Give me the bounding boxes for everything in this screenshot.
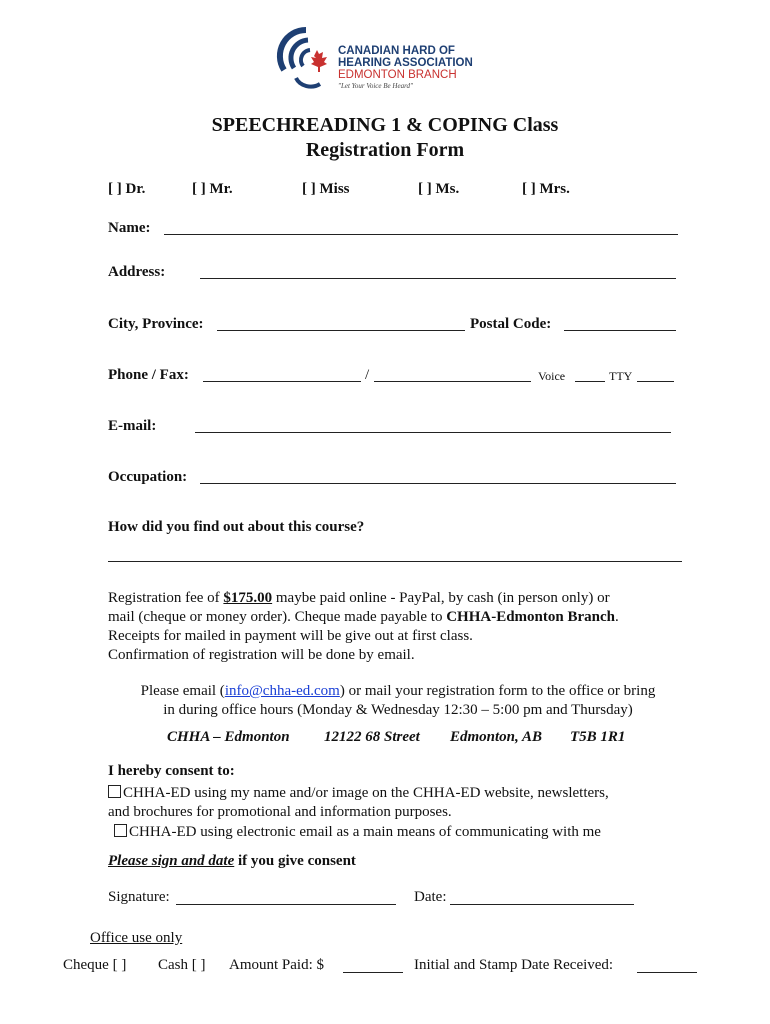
phone-field[interactable] bbox=[203, 381, 361, 382]
logo-line1: CANADIAN HARD OF bbox=[338, 45, 455, 57]
signature-label: Signature: bbox=[108, 889, 170, 905]
cheque-checkbox[interactable]: Cheque [ ] bbox=[63, 957, 127, 973]
fee-line-1: Registration fee of $175.00 maybe paid online - PayPal, by cash (in person only) or bbox=[108, 590, 610, 606]
amount-paid-label: Amount Paid: $ bbox=[229, 957, 325, 973]
name-label: Name: bbox=[108, 220, 151, 236]
salutation-mr[interactable]: [ ] Mr. bbox=[192, 181, 233, 197]
logo-line3: EDMONTON BRANCH bbox=[338, 69, 457, 81]
cash-checkbox[interactable]: Cash [ ] bbox=[158, 957, 206, 973]
voice-label: Voice bbox=[538, 369, 566, 383]
tty-field[interactable] bbox=[637, 381, 674, 382]
city-province-field[interactable] bbox=[217, 330, 465, 331]
salutation-dr[interactable]: [ ] Dr. bbox=[108, 181, 146, 197]
phone-fax-separator: / bbox=[365, 367, 370, 383]
address-field[interactable] bbox=[200, 278, 676, 279]
date-field[interactable] bbox=[450, 904, 634, 905]
fee-line-4: Confirmation of registration will be done by email. bbox=[108, 647, 415, 663]
address-org: CHHA – Edmonton bbox=[167, 729, 290, 745]
hearing-logo-icon bbox=[276, 26, 338, 92]
stamp-date-field[interactable] bbox=[637, 972, 697, 973]
form-title: SPEECHREADING 1 & COPING Class bbox=[211, 114, 559, 136]
sign-prompt: Please sign and date if you give consent bbox=[108, 853, 356, 869]
logo-tagline: "Let Your Voice Be Heard" bbox=[338, 82, 413, 90]
address-city: Edmonton, AB bbox=[450, 729, 542, 745]
fee-line-3: Receipts for mailed in payment will be give out at first class. bbox=[108, 628, 473, 644]
consent-checkbox-2[interactable] bbox=[114, 824, 127, 837]
name-field[interactable] bbox=[164, 234, 678, 235]
fee-line-2: mail (cheque or money order). Cheque made payable to CHHA-Edmonton Branch. bbox=[108, 609, 619, 625]
form-subtitle: Registration Form bbox=[305, 139, 465, 161]
city-province-label: City, Province: bbox=[108, 316, 204, 332]
address-postal: T5B 1R1 bbox=[570, 729, 626, 745]
fax-field[interactable] bbox=[374, 381, 531, 382]
consent-item-1: CHHA-ED using my name and/or image on the CHHA-ED website, newsletters, bbox=[108, 784, 609, 803]
logo-line2: HEARING ASSOCIATION bbox=[338, 57, 473, 69]
date-label: Date: bbox=[414, 889, 447, 905]
email-label: E-mail: bbox=[108, 418, 157, 434]
salutation-miss[interactable]: [ ] Miss bbox=[302, 181, 350, 197]
occupation-label: Occupation: bbox=[108, 469, 188, 485]
phone-fax-label: Phone / Fax: bbox=[108, 367, 189, 383]
occupation-field[interactable] bbox=[200, 483, 676, 484]
address-label: Address: bbox=[108, 264, 166, 280]
salutation-mrs[interactable]: [ ] Mrs. bbox=[522, 181, 570, 197]
amount-paid-field[interactable] bbox=[343, 972, 403, 973]
stamp-date-label: Initial and Stamp Date Received: bbox=[414, 957, 614, 973]
postal-code-label: Postal Code: bbox=[470, 316, 552, 332]
logo bbox=[276, 26, 496, 92]
how-found-field[interactable] bbox=[108, 561, 682, 562]
contact-line-1: Please email (info@chha-ed.com) or mail your registration form to the office or bring bbox=[140, 683, 656, 699]
consent-item-1-cont: and brochures for promotional and information purposes. bbox=[108, 804, 452, 820]
contact-line-2: in during office hours (Monday & Wednesday 12:30 – 5:00 pm and Thursday) bbox=[163, 702, 633, 718]
consent-item-2: CHHA-ED using electronic email as a main means of communicating with me bbox=[114, 823, 601, 842]
address-street: 12122 68 Street bbox=[324, 729, 420, 745]
signature-field[interactable] bbox=[176, 904, 396, 905]
how-found-label: How did you find out about this course? bbox=[108, 519, 365, 535]
postal-code-field[interactable] bbox=[564, 330, 676, 331]
tty-label: TTY bbox=[609, 369, 633, 383]
consent-checkbox-1[interactable] bbox=[108, 785, 121, 798]
email-link[interactable]: info@chha-ed.com bbox=[224, 683, 340, 699]
email-field[interactable] bbox=[195, 432, 671, 433]
salutation-ms[interactable]: [ ] Ms. bbox=[418, 181, 460, 197]
office-use-heading: Office use only bbox=[90, 930, 183, 946]
consent-heading: I hereby consent to: bbox=[108, 763, 235, 779]
fee-amount: $175.00 bbox=[223, 590, 273, 606]
payee-name: CHHA-Edmonton Branch bbox=[446, 609, 615, 625]
voice-field[interactable] bbox=[575, 381, 605, 382]
